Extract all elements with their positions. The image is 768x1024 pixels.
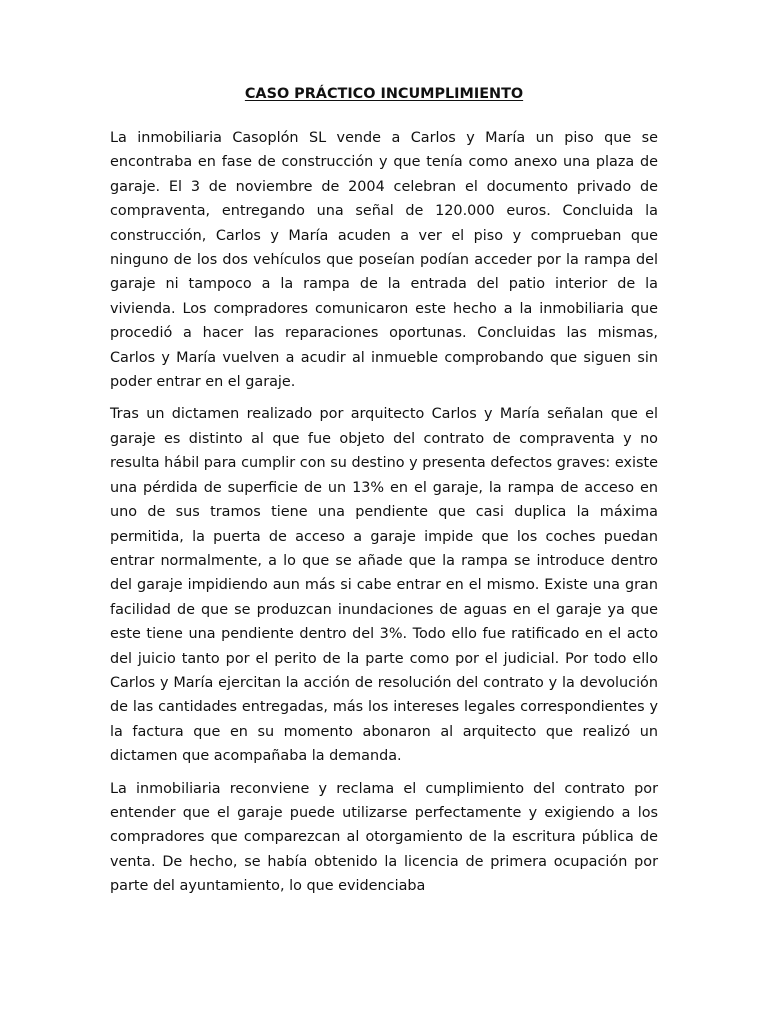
paragraph-2: Tras un dictamen realizado por arquitecto Carlos y María señalan que el garaje es distinto al que fue objeto del contrato de compraventa y no resulta hábil para cumplir con su destino y presenta defectos graves: existe una pérdida de superficie de un 13% en el garaje, la rampa de acceso en uno de sus tramos tiene una pendiente que casi duplica la máxima permitida, la puerta de acceso a garaje impide que los coches puedan entrar normalmente, a lo que se añade que la rampa se introduce dentro del garaje impidiendo aun más si cabe entrar en el mismo. Existe una gran facilidad de que se produzcan inundaciones de aguas en el garaje ya que este tiene una pendiente dentro del 3%. Todo ello fue ratificado en el acto del juicio tanto por el perito de la parte como por el judicial. Por todo ello Carlos y María ejercitan la acción de resolución del contrato y la devolución de las cantidades entregadas, más los intereses legales correspondientes y la factura que en su momento abonaron al arquitecto que realizó un dictamen que acompañaba la demanda. [110, 406, 658, 765]
paragraph-1: La inmobiliaria Casoplón SL vende a Carlos y María un piso que se encontraba en fase de construcción y que tenía como anexo una plaza de garaje. El 3 de noviembre de 2004 celebran el documento privado de compraventa, entregando una señal de 120.000 euros. Concluida la construcción, Carlos y María acuden a ver el piso y comprueban que ninguno de los dos vehículos que poseían podían acceder por la rampa del garaje ni tampoco a la rampa de la entrada del patio interior de la vivienda. Los compradores comunicaron este hecho a la inmobiliaria que procedió a hacer las reparaciones oportunas. Concluidas las mismas, Carlos y María vuelven a acudir al inmueble comprobando que siguen sin poder entrar en el garaje. [110, 130, 658, 391]
paragraph-3: La inmobiliaria reconviene y reclama el cumplimiento del contrato por entender que el garaje puede utilizarse perfectamente y exigiendo a los compradores que comparezcan al otorgamiento de la escritura pública de venta. De hecho, se había obtenido la licencia de primera ocupación por parte del ayuntamiento, lo que evidenciaba [110, 780, 658, 895]
document-page [110, 84, 658, 907]
document-title: CASO PRÁCTICO INCUMPLIMIENTO [244, 86, 524, 102]
